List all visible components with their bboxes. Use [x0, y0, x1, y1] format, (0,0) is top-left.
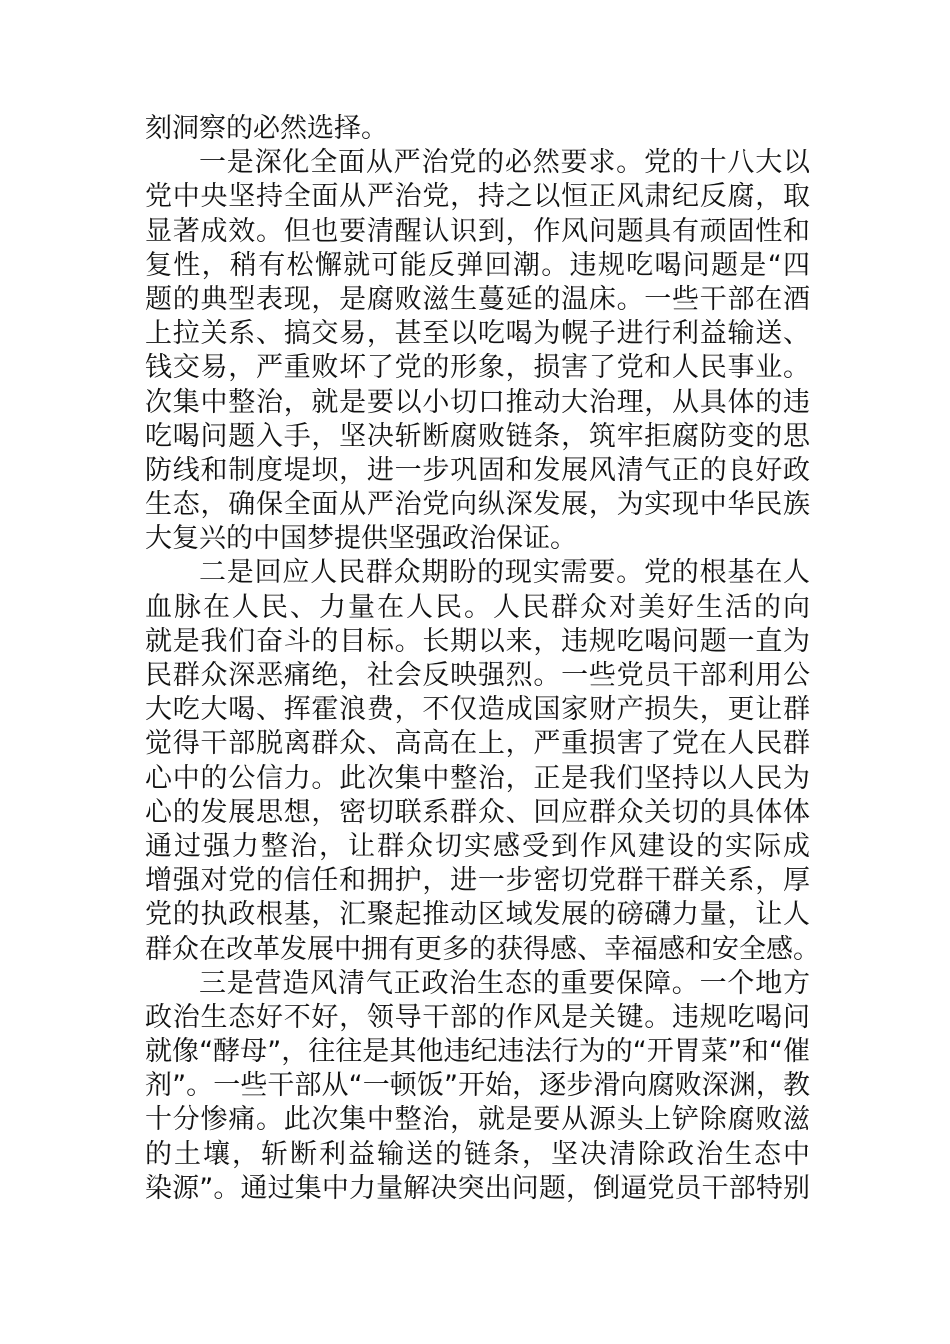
text-line: 群众在改革发展中拥有更多的获得感、幸福感和安全感。: [145, 933, 820, 965]
text-line: 就是我们奋斗的目标。长期以来，违规吃喝问题一直为: [145, 625, 810, 657]
text-line: 党的执政根基，汇聚起推动区域发展的磅礴力量，让人: [145, 899, 810, 931]
text-line: 大吃大喝、挥霍浪费，不仅造成国家财产损失，更让群: [145, 694, 810, 726]
text-line: 上拉关系、搞交易，甚至以吃喝为幌子进行利益输送、: [145, 318, 810, 350]
text-line: 显著成效。但也要清醒认识到，作风问题具有顽固性和: [145, 215, 810, 247]
text-line: 血脉在人民、力量在人民。人民群众对美好生活的向: [145, 591, 810, 623]
text-line: 复性，稍有松懈就可能反弹回潮。违规吃喝问题是“四: [145, 249, 810, 281]
text-line: 增强对党的信任和拥护，进一步密切党群干群关系，厚: [145, 865, 810, 897]
text-line: 剂”。一些干部从“一顿饭”开始，逐步滑向腐败深渊，教: [145, 1070, 810, 1102]
text-line: 通过强力整治，让群众切实感受到作风建设的实际成: [145, 830, 810, 862]
text-line: 政治生态好不好，领导干部的作风是关键。违规吃喝问: [145, 1001, 810, 1033]
text-line: 防线和制度堤坝，进一步巩固和发展风清气正的良好政: [145, 454, 810, 486]
text-line: 十分惨痛。此次集中整治，就是要从源头上铲除腐败滋: [145, 1104, 810, 1136]
paragraph-first-line: 二是回应人民群众期盼的现实需要。党的根基在人: [199, 557, 810, 589]
text-line: 钱交易，严重败坏了党的形象，损害了党和人民事业。: [145, 352, 810, 384]
text-line: 生态，确保全面从严治党向纵深发展，为实现中华民族: [145, 489, 810, 521]
text-line: 题的典型表现，是腐败滋生蔓延的温床。一些干部在酒: [145, 283, 810, 315]
text-line: 觉得干部脱离群众、高高在上，严重损害了党在人民群: [145, 728, 810, 760]
text-line: 民群众深恶痛绝，社会反映强烈。一些党员干部利用公: [145, 660, 810, 691]
paragraph-first-line: 一是深化全面从严治党的必然要求。党的十八大以: [199, 147, 810, 179]
text-line: 党中央坚持全面从严治党，持之以恒正风肃纪反腐，取: [145, 181, 810, 213]
document-body: [145, 112, 820, 1206]
text-line: 染源”。通过集中力量解决突出问题，倒逼党员干部特别: [145, 1172, 810, 1204]
paragraph-first-line: 三是营造风清气正政治生态的重要保障。一个地方: [199, 967, 810, 999]
text-line: 就像“酵母”，往往是其他违纪违法行为的“开胃菜”和“催: [145, 1036, 810, 1068]
text-line: 的土壤，斩断利益输送的链条，坚决清除政治生态中: [145, 1138, 810, 1170]
text-line: 刻洞察的必然选择。: [145, 113, 388, 144]
text-line: 心中的公信力。此次集中整治，正是我们坚持以人民为: [145, 762, 810, 794]
text-line: 次集中整治，就是要以小切口推动大治理，从具体的违: [145, 386, 810, 418]
text-line: 大复兴的中国梦提供坚强政治保证。: [145, 523, 577, 555]
text-line: 心的发展思想，密切联系群众、回应群众关切的具体体: [145, 796, 810, 828]
text-line: 吃喝问题入手，坚决斩断腐败链条，筑牢拒腐防变的思: [145, 420, 810, 452]
